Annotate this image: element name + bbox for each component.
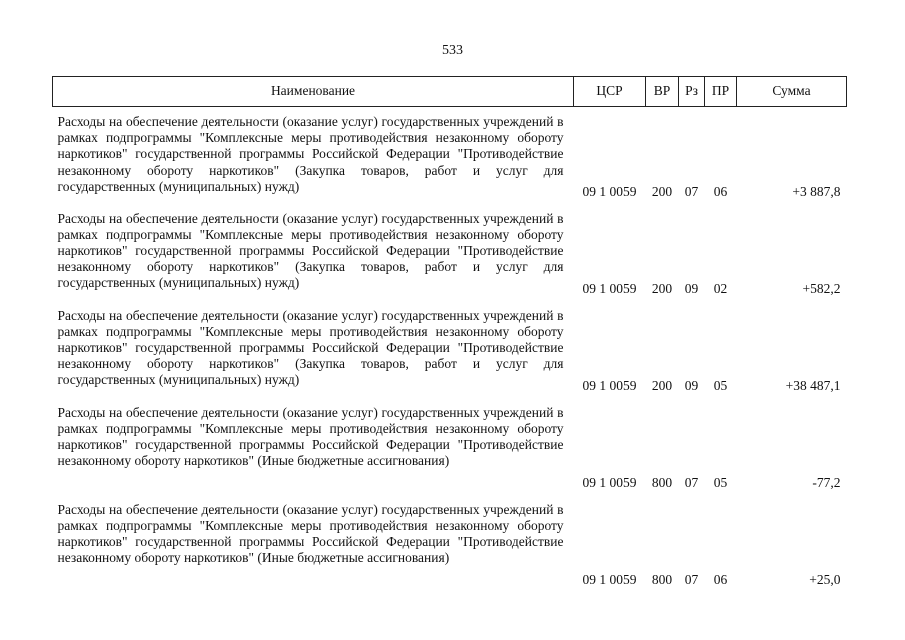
- row-pr: 05: [713, 378, 728, 394]
- row-name: Расходы на обеспечение деятельности (оказание услуг) государственных учреждений в рамках подпрограммы "Комплексные меры противодействия незаконному обороту наркотиков" государственной программы Российской Федерации "Противодействие незаконному обороту наркотиков" (Иные бюджетные ассигнования): [57, 404, 564, 469]
- column-header-name: Наименование: [53, 77, 574, 107]
- row-csr: 09 1 0059: [582, 572, 637, 588]
- row-csr: 09 1 0059: [582, 475, 637, 491]
- row-pr: 06: [713, 572, 728, 588]
- row-rz: 07: [684, 184, 699, 200]
- column-header-pr: ПР: [705, 77, 737, 107]
- page-number: 533: [442, 43, 463, 58]
- table-row: [53, 202, 847, 299]
- row-rz: 09: [684, 378, 699, 394]
- table-row: [53, 396, 847, 493]
- row-csr: 09 1 0059: [582, 281, 637, 297]
- row-name: Расходы на обеспечение деятельности (оказание услуг) государственных учреждений в рамках подпрограммы "Комплексные меры противодействия незаконному обороту наркотиков" государственной программы Российской Федерации "Противодействие незаконному обороту наркотиков" (Закупка товаров, работ и услуг для государственных (муниципальных) нужд): [57, 114, 564, 194]
- table-header: [53, 77, 847, 107]
- row-sum: +25,0: [809, 572, 841, 588]
- row-sum: +38 487,1: [785, 378, 841, 394]
- column-header-vr: ВР: [646, 77, 679, 107]
- row-sum: +3 887,8: [792, 184, 841, 200]
- row-csr: 09 1 0059: [582, 184, 637, 200]
- column-header-sum: Сумма: [737, 77, 847, 107]
- row-pr: 05: [713, 475, 728, 491]
- row-rz: 07: [684, 475, 699, 491]
- row-name: Расходы на обеспечение деятельности (оказание услуг) государственных учреждений в рамках подпрограммы "Комплексные меры противодействия незаконному обороту наркотиков" государственной программы Российской Федерации "Противодействие незаконному обороту наркотиков" (Закупка товаров, работ и услуг для государственных (муниципальных) нужд): [57, 210, 564, 291]
- table-row: [53, 493, 847, 590]
- column-header-rz: Рз: [679, 77, 705, 107]
- table-row: [53, 107, 847, 202]
- row-sum: -77,2: [812, 475, 841, 491]
- row-csr: 09 1 0059: [582, 378, 637, 394]
- row-vr: 200: [651, 378, 673, 394]
- row-vr: 200: [651, 184, 673, 200]
- column-header-csr: ЦСР: [574, 77, 646, 107]
- row-sum: +582,2: [802, 281, 841, 297]
- row-vr: 800: [651, 475, 673, 491]
- header-row: [53, 77, 847, 107]
- row-rz: 09: [684, 281, 699, 297]
- row-pr: 02: [713, 281, 728, 297]
- row-vr: 800: [651, 572, 673, 588]
- row-name: Расходы на обеспечение деятельности (оказание услуг) государственных учреждений в рамках подпрограммы "Комплексные меры противодействия незаконному обороту наркотиков" государственной программы Российской Федерации "Противодействие незаконному обороту наркотиков" (Иные бюджетные ассигнования): [57, 501, 564, 566]
- table-row: [53, 299, 847, 396]
- row-vr: 200: [651, 281, 673, 297]
- table-body: [53, 107, 847, 590]
- row-pr: 06: [713, 184, 728, 200]
- budget-table: [52, 76, 847, 590]
- row-name: Расходы на обеспечение деятельности (оказание услуг) государственных учреждений в рамках подпрограммы "Комплексные меры противодействия незаконному обороту наркотиков" государственной программы Российской Федерации "Противодействие незаконному обороту наркотиков" (Закупка товаров, работ и услуг для государственных (муниципальных) нужд): [57, 307, 564, 388]
- row-rz: 07: [684, 572, 699, 588]
